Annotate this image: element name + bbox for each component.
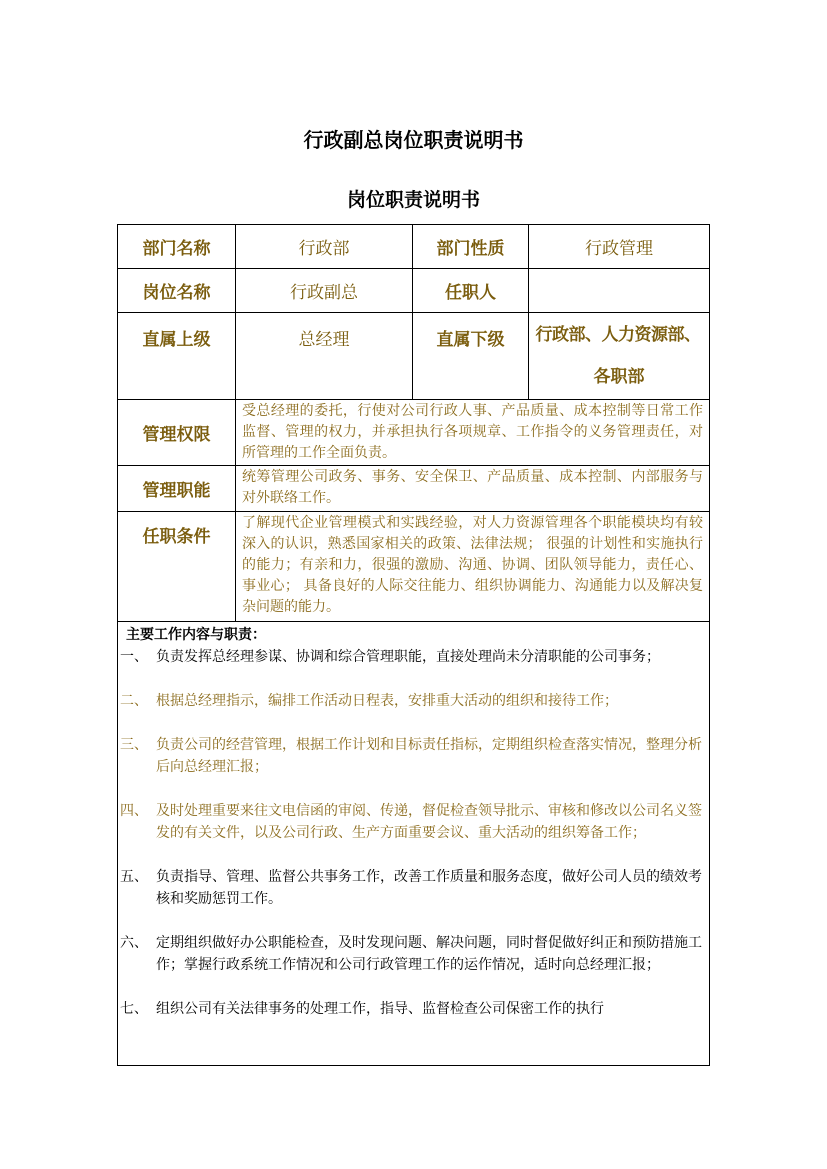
- position-value: 行政副总: [236, 269, 413, 313]
- superior-value: 总经理: [236, 313, 413, 400]
- duty-item: [120, 866, 703, 910]
- subordinate-value-line2: 各职部: [593, 367, 645, 387]
- duty-item: [120, 932, 703, 976]
- row-functions: [118, 466, 710, 512]
- duties-cell: [118, 622, 710, 1066]
- row-position: [118, 269, 710, 313]
- duty-number: 七、: [120, 1001, 148, 1017]
- functions-text: 统筹管理公司政务、事务、安全保卫、产品质量、成本控制、内部服务与对外联络工作。: [236, 466, 710, 512]
- functions-label: 管理职能: [118, 466, 236, 512]
- duty-text: 根据总经理指示，编排工作活动日程表，安排重大活动的组织和接待工作；: [156, 693, 618, 709]
- row-duties: [118, 622, 710, 1066]
- subordinate-value: [529, 313, 710, 400]
- authority-text: 受总经理的委托，行使对公司行政人事、产品质量、成本控制等日常工作监督、管理的权力，并承担执行各项规章、工作指令的义务管理责任，对所管理的工作全面负责。: [236, 400, 710, 466]
- dept-name-value: 行政部: [236, 225, 413, 269]
- qualifications-text: 了解现代企业管理模式和实践经验，对人力资源管理各个职能模块均有较深入的认识，熟悉国家相关的政策、法律法规； 很强的计划性和实施执行的能力；有亲和力，很强的激励、沟通、协调、团队领导能力，责任心、事业心； 具备良好的人际交往能力、组织协调能力、沟通能力以及解决复杂问题的能力。: [236, 512, 710, 622]
- superior-label: 直属上级: [118, 313, 236, 400]
- authority-label: 管理权限: [118, 400, 236, 466]
- duty-number: 四、: [120, 803, 148, 819]
- form-title: 岗位职责说明书: [346, 189, 480, 211]
- row-qualifications: [118, 512, 710, 622]
- subordinate-value-line1: 行政部、人力资源部、: [535, 325, 701, 345]
- duty-item: [120, 800, 703, 844]
- document-title: 行政副总岗位职责说明书: [303, 128, 524, 152]
- duty-item: [120, 998, 703, 1020]
- duty-number: 一、: [120, 649, 148, 665]
- row-reporting: [118, 313, 710, 400]
- duty-number: 五、: [120, 869, 148, 885]
- duties-heading: 主要工作内容与职责：: [126, 627, 266, 643]
- duty-text: 负责发挥总经理参谋、协调和综合管理职能，直接处理尚未分清职能的公司事务；: [156, 649, 660, 665]
- duty-text: 负责公司的经营管理，根据工作计划和目标责任指标，定期组织检查落实情况，整理分析后向总经理汇报；: [156, 737, 702, 775]
- duty-text: 负责指导、管理、监督公共事务工作，改善工作质量和服务态度，做好公司人员的绩效考核和奖励惩罚工作。: [156, 869, 702, 907]
- row-authority: [118, 400, 710, 466]
- duty-text: 定期组织做好办公职能检查，及时发现问题、解决问题，同时督促做好纠正和预防措施工作；掌握行政系统工作情况和公司行政管理工作的运作情况，适时向总经理汇报；: [156, 935, 702, 973]
- dept-name-label: 部门名称: [118, 225, 236, 269]
- duty-text: 组织公司有关法律事务的处理工作，指导、监督检查公司保密工作的执行: [156, 1001, 604, 1017]
- duty-number: 三、: [120, 737, 148, 753]
- duty-item: [120, 646, 703, 668]
- qualifications-label: 任职条件: [118, 512, 236, 622]
- duty-number: 六、: [120, 935, 148, 951]
- job-description-table: [117, 224, 710, 1066]
- holder-value: [529, 269, 710, 313]
- dept-nature-value: 行政管理: [529, 225, 710, 269]
- duty-text: 及时处理重要来往文电信函的审阅、传递，督促检查领导批示、审核和修改以公司名义签发的有关文件，以及公司行政、生产方面重要会议、重大活动的组织筹备工作；: [156, 803, 702, 841]
- subordinate-label: 直属下级: [413, 313, 529, 400]
- duty-item: [120, 690, 703, 712]
- dept-nature-label: 部门性质: [413, 225, 529, 269]
- row-department: [118, 225, 710, 269]
- position-label: 岗位名称: [118, 269, 236, 313]
- duty-item: [120, 734, 703, 778]
- holder-label: 任职人: [413, 269, 529, 313]
- duty-number: 二、: [120, 693, 148, 709]
